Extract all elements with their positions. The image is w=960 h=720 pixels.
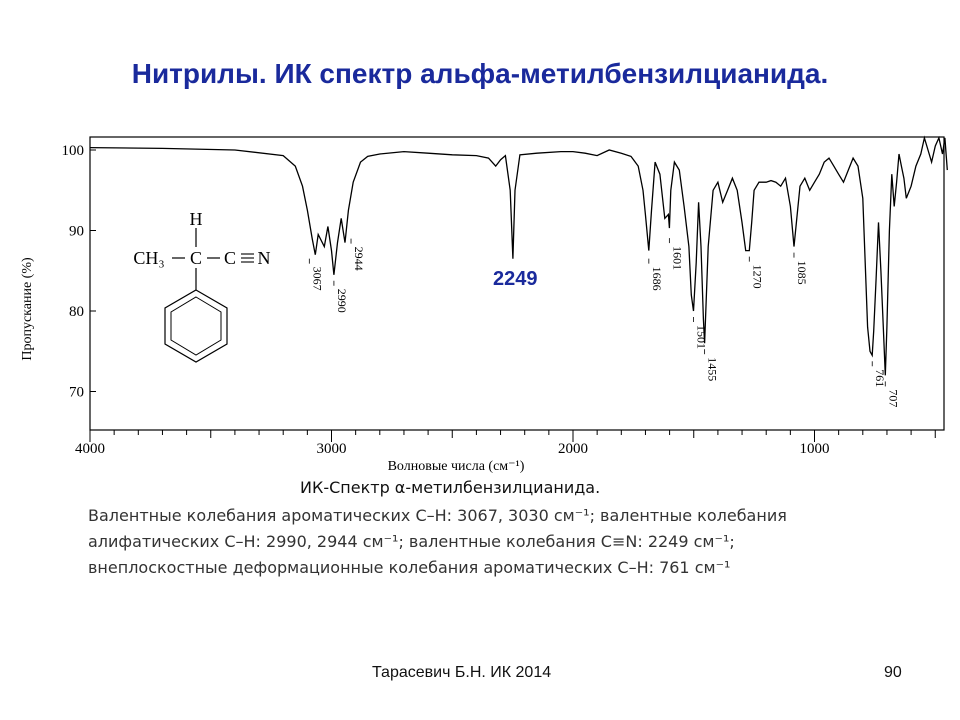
peak-label: 1601 bbox=[670, 246, 685, 271]
x-tick-label: 2000 bbox=[558, 441, 588, 457]
description-line-1: Валентные колебания ароматических C–H: 3067, 3030 см⁻¹; валентные колебания bbox=[88, 506, 787, 525]
spectrum-line bbox=[90, 138, 947, 376]
atom-c-nitrile: C bbox=[223, 248, 237, 268]
peak-label: 3067 bbox=[310, 266, 325, 291]
x-axis-label: Волновые числа (см⁻¹) bbox=[387, 459, 525, 474]
peak-label: 1455 bbox=[705, 357, 720, 382]
peak-label: 1501 bbox=[694, 325, 709, 349]
page-number: 90 bbox=[884, 664, 902, 681]
peak-label: 2944 bbox=[352, 246, 367, 271]
molecule-structure bbox=[133, 209, 270, 362]
atom-ch3: CH₃ bbox=[133, 248, 165, 268]
peak-labels bbox=[309, 238, 900, 407]
y-tick-label: 80 bbox=[69, 304, 84, 320]
y-tick-label: 90 bbox=[69, 223, 84, 240]
y-axis-label: Пропускание (%) bbox=[20, 257, 35, 361]
peak-label: 1270 bbox=[750, 264, 765, 289]
benzene-inner-ring bbox=[171, 297, 221, 355]
description-line-3: внеплоскостные деформационные колебания ароматических C–H: 761 см⁻¹ bbox=[88, 558, 731, 577]
footer-author: Тарасевич Б.Н. ИК 2014 bbox=[372, 664, 552, 681]
peak-label: 707 bbox=[886, 389, 901, 408]
description-line-2: алифатических C–H: 2990, 2944 см⁻¹; валентные колебания C≡N: 2249 см⁻¹; bbox=[88, 532, 735, 551]
y-tick-label: 70 bbox=[69, 384, 84, 401]
highlight-peak-label: 2249 bbox=[493, 268, 538, 290]
peak-label: 2990 bbox=[334, 288, 349, 313]
benzene-ring bbox=[165, 290, 227, 362]
x-tick-label: 3000 bbox=[316, 441, 347, 457]
atom-h: H bbox=[189, 209, 203, 229]
slide-title: Нитрилы. ИК спектр альфа-метилбензилцианида. bbox=[131, 58, 829, 89]
atom-n: N bbox=[257, 248, 271, 268]
y-tick-label: 100 bbox=[61, 143, 84, 159]
x-tick-label: 4000 bbox=[75, 441, 105, 457]
description bbox=[88, 503, 888, 581]
x-axis bbox=[75, 430, 935, 457]
atom-c-center: C bbox=[189, 248, 203, 268]
peak-label: 761 bbox=[873, 369, 888, 388]
peak-label: 1686 bbox=[649, 266, 664, 291]
x-tick-label: 1000 bbox=[799, 441, 830, 457]
peak-label: 1085 bbox=[794, 260, 809, 285]
y-axis bbox=[62, 143, 97, 401]
spectrum-caption: ИК-Спектр α-метилбензилцианида. bbox=[300, 478, 601, 497]
